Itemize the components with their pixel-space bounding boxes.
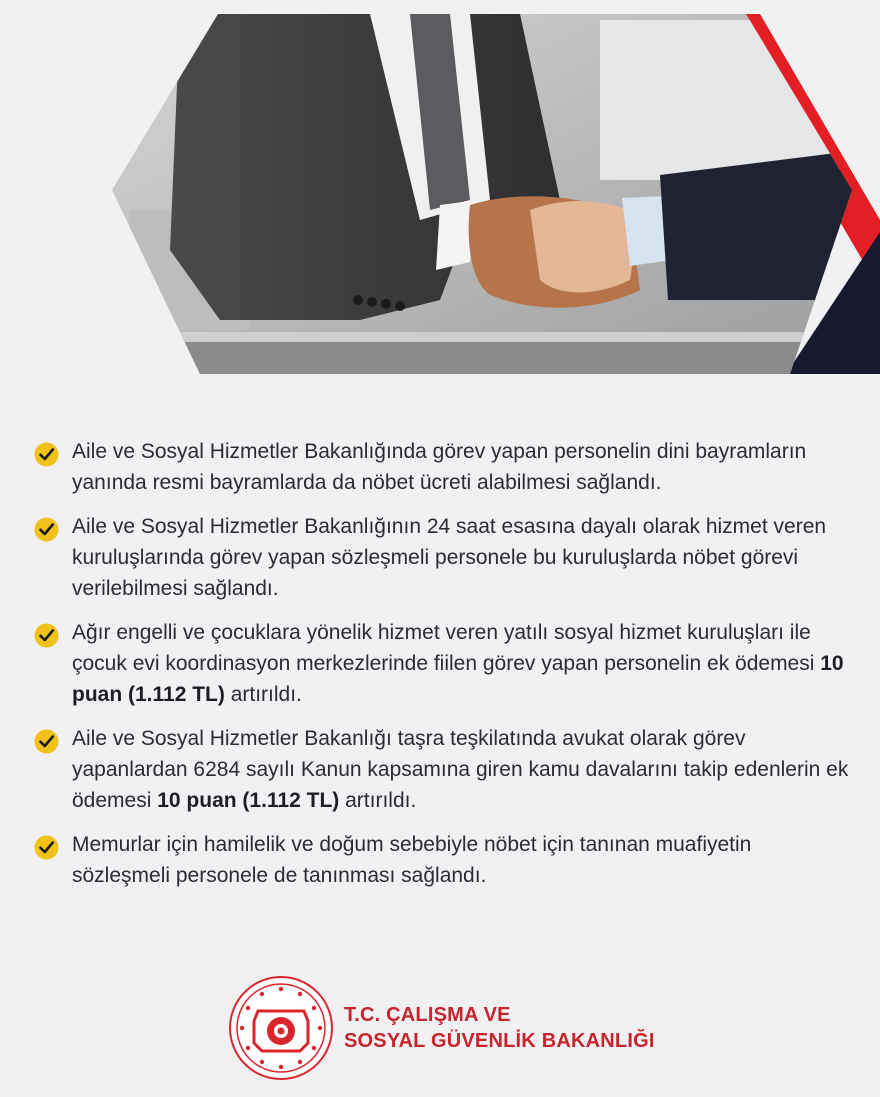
checkmark-icon <box>34 623 59 648</box>
list-item <box>34 829 854 891</box>
ministry-footer <box>228 975 708 1085</box>
item-text: Aile ve Sosyal Hizmetler Bakanlığında görev yapan personelin dini bayramların yanında resmi bayramlarda da nöbet ücreti alabilmesi sağlandı. <box>72 440 807 494</box>
list-item <box>34 511 854 604</box>
list-item <box>34 617 854 710</box>
ministry-emblem-icon <box>228 975 334 1081</box>
item-text-end: artırıldı. <box>224 683 302 706</box>
handshake-photo <box>0 0 880 380</box>
item-highlight: 10 puan (1.112 TL) <box>157 789 340 812</box>
checkmark-icon <box>34 729 59 754</box>
item-text: Ağır engelli ve çocuklara yönelik hizmet veren yatılı sosyal hizmet kuruluşları ile çocuk evi koordinasyon merkezlerinde fiilen görev yapan personelin ek ödemesi <box>72 621 821 675</box>
list-item <box>34 723 854 816</box>
checkmark-icon <box>34 835 59 860</box>
ministry-name <box>344 1002 655 1054</box>
hero-banner <box>0 0 880 380</box>
checkmark-icon <box>34 517 59 542</box>
benefit-list <box>34 436 854 904</box>
item-text: Aile ve Sosyal Hizmetler Bakanlığı taşra teşkilatında avukat olarak görev yapanlardan 6284 sayılı Kanun kapsamına giren kamu davalarını takip edenlerin ek ödemesi <box>72 727 849 812</box>
item-text-end: artırıldı. <box>339 789 417 812</box>
list-item <box>34 436 854 498</box>
ministry-name-line1: T.C. ÇALIŞMA VE <box>344 1004 511 1026</box>
item-highlight: 10 puan (1.112 TL) <box>72 652 844 706</box>
ministry-name-line2: SOSYAL GÜVENLİK BAKANLIĞI <box>344 1030 655 1052</box>
item-text: Memurlar için hamilelik ve doğum sebebiyle nöbet için tanınan muafiyetin sözleşmeli personele de tanınması sağlandı. <box>72 833 752 887</box>
item-text: Aile ve Sosyal Hizmetler Bakanlığının 24 saat esasına dayalı olarak hizmet veren kuruluşlarında görev yapan sözleşmeli personele bu kuruluşlarda nöbet görevi verilebilmesi sağlandı. <box>72 515 827 600</box>
checkmark-icon <box>34 442 59 467</box>
